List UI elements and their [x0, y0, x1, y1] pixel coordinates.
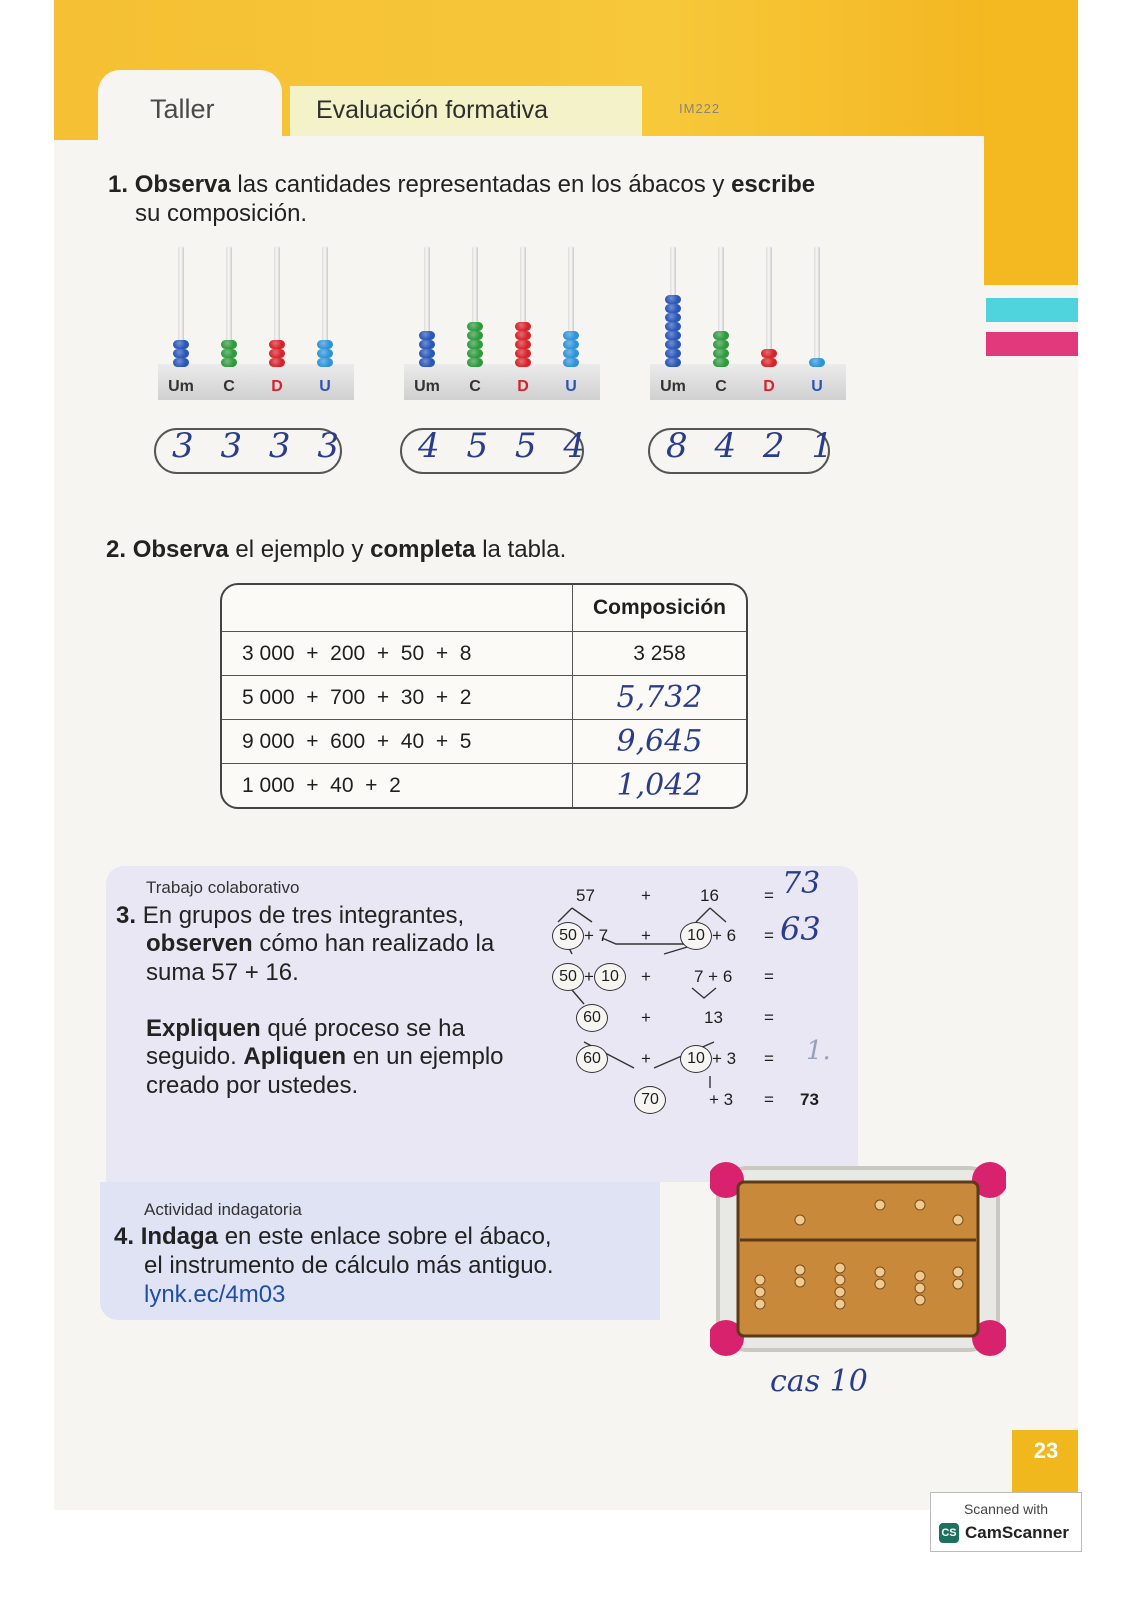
abacus-bead [419, 331, 435, 340]
q4-link[interactable]: lynk.ec/4m03 [144, 1281, 286, 1308]
d-plus-3a: + [584, 967, 594, 986]
q2-number: 2. [106, 536, 127, 563]
abacus-bead [419, 358, 435, 367]
abacus-label: D [763, 378, 775, 395]
page-number: 23 [1033, 1438, 1059, 1463]
side-band [984, 0, 1078, 285]
abacus-bead [467, 322, 483, 331]
q3-line4 [146, 1014, 465, 1043]
q2-bold-observa: Observa [132, 536, 229, 563]
handwritten-note: cas 10 [770, 1364, 868, 1399]
abacus-bead [173, 349, 189, 358]
abacus-bead [269, 349, 285, 358]
abacus-bead [515, 340, 531, 349]
watermark-line1: Scanned with [963, 1501, 1049, 1517]
d-eq-1: = [764, 886, 774, 905]
abacus-rod [766, 246, 772, 366]
d-eq-2: = [764, 926, 774, 945]
tab-taller [98, 70, 282, 150]
abacus-label: U [319, 378, 331, 395]
abacus-bead [809, 358, 825, 367]
abacus-bead [665, 313, 681, 322]
abacus-3 [650, 244, 850, 414]
hw-12: 1. [806, 1036, 831, 1066]
abacus-answer [400, 426, 593, 474]
d-plus-1: + [641, 886, 651, 905]
table-row [222, 676, 746, 720]
abacus-label: Um [414, 378, 440, 395]
abacus-bead [665, 322, 681, 331]
q1-text-line2: su composición. [135, 200, 308, 227]
abacus-label: U [565, 378, 577, 395]
d-eq-5: = [764, 1049, 774, 1068]
q2-bold-completa: completa [370, 536, 476, 563]
q2-text [106, 535, 566, 564]
q3-line5-b: en un ejemplo [346, 1043, 504, 1070]
d-circle-50b: 50 [552, 963, 584, 991]
q2-text-1: el ejemplo y [228, 536, 371, 563]
abacus-label: D [517, 378, 529, 395]
d-plus-5: + [641, 1049, 651, 1068]
d-circle-50: 50 [552, 922, 584, 950]
abacus-label: C [223, 378, 235, 395]
table-cell-sum: 3 000 + 200 + 50 + 8 [222, 632, 573, 676]
watermark-brand: CamScanner [965, 1523, 1069, 1542]
page-code: IM222 [679, 101, 721, 116]
abacus-bead [665, 331, 681, 340]
camscanner-watermark [930, 1492, 1082, 1552]
abacus-bead [563, 358, 579, 367]
q3-line5 [146, 1042, 504, 1071]
q3-line1-text: En grupos de tres integrantes, [142, 902, 465, 929]
d-eq-4: = [764, 1008, 774, 1027]
d-13: 13 [704, 1008, 723, 1027]
abacus-bead [563, 331, 579, 340]
q3-line2 [146, 929, 494, 958]
composition-value: 9,645 [616, 724, 703, 759]
abacus-bead [665, 295, 681, 304]
abacus-answer [154, 426, 347, 474]
tab-taller-label: Taller [150, 94, 215, 124]
table-row [222, 720, 746, 764]
table-cell-sum: 5 000 + 700 + 30 + 2 [222, 676, 573, 720]
abacus-bead [713, 340, 729, 349]
abacus-bead [713, 358, 729, 367]
q1-number: 1. [108, 171, 129, 198]
abacus-label: D [271, 378, 283, 395]
q4-line1 [114, 1222, 552, 1251]
q3-bold-observen: observen [146, 930, 253, 957]
pink-stripe [986, 332, 1078, 356]
abacus-bead [221, 358, 237, 367]
abacus-answer-text: 3 3 3 3 [172, 426, 347, 466]
q3-line3: suma 57 + 16. [146, 959, 299, 986]
abacus-answer [648, 426, 841, 474]
composition-value: 1,042 [616, 768, 703, 803]
d-plus3: + 3 [712, 1049, 737, 1068]
d-eq-6: = [764, 1090, 774, 1109]
d-plus-4: + [641, 1008, 651, 1027]
d-result: 73 [800, 1090, 819, 1109]
d-circle-10c: 10 [680, 1045, 712, 1073]
table-row [222, 632, 746, 676]
abacus-bead [563, 340, 579, 349]
cyan-stripe [986, 298, 1078, 322]
q3-line1 [116, 901, 536, 930]
abacus-bead [761, 358, 777, 367]
abacus-answer-text: 8 4 2 1 [666, 426, 841, 466]
abacus-bead [467, 358, 483, 367]
abacus-bead [419, 349, 435, 358]
abacus-bead [221, 349, 237, 358]
d-circle-10b: 10 [594, 963, 626, 991]
q4-line1-text: en este enlace sobre el ábaco, [218, 1223, 552, 1250]
hw-63: 63 [780, 910, 821, 948]
table-cell-composicion [573, 764, 746, 807]
q3-line5-a: seguido. [146, 1043, 244, 1070]
abacus-photo [710, 1160, 1006, 1358]
abacus-bead [761, 349, 777, 358]
abacus-label: Um [168, 378, 194, 395]
d-plus-2: + [641, 926, 651, 945]
hw-73: 73 [782, 866, 821, 901]
abacus-label: C [715, 378, 727, 395]
abacus-bead [515, 322, 531, 331]
tab-evaluacion-label: Evaluación formativa [316, 96, 549, 124]
abacus-bead [665, 304, 681, 313]
q3-line2-text: cómo han realizado la [252, 930, 495, 957]
tab-evaluacion [290, 86, 642, 136]
abacus-bead [713, 331, 729, 340]
d-plus-3: + [641, 967, 651, 986]
abacus-bead [269, 340, 285, 349]
q4-bold-indaga: Indaga [140, 1223, 219, 1250]
table-cell-sum: 9 000 + 600 + 40 + 5 [222, 720, 573, 764]
table-cell-composicion [573, 676, 746, 720]
abacus-bead [665, 358, 681, 367]
table-header-composicion: Composición [573, 585, 746, 632]
q4-line2: el instrumento de cálculo más antiguo. [144, 1252, 554, 1279]
q2-text-2: la tabla. [475, 536, 567, 563]
q3-bold-apliquen: Apliquen [243, 1043, 347, 1070]
abacus-bead [665, 340, 681, 349]
q1-bold-escribe: escribe [731, 171, 816, 198]
abacus-bead [419, 340, 435, 349]
q3-line6: creado por ustedes. [146, 1072, 359, 1099]
abacus-bead [467, 340, 483, 349]
abacus-label: C [469, 378, 481, 395]
d-circle-60b: 60 [576, 1045, 608, 1073]
abacus-rod [814, 246, 820, 366]
q3-number: 3. [116, 902, 137, 929]
composition-table [220, 583, 748, 809]
abacus-bead [173, 340, 189, 349]
abacus-bead [269, 358, 285, 367]
abacus-bead [221, 340, 237, 349]
abacus-bead [515, 349, 531, 358]
q3-line4-text: qué proceso se ha [260, 1015, 465, 1042]
abacus-bead [173, 358, 189, 367]
abacus-label: U [811, 378, 823, 395]
d-57: 57 [576, 886, 595, 905]
table-body [222, 632, 746, 807]
abacus-bead [563, 349, 579, 358]
abacus-bead [317, 349, 333, 358]
d-circle-60: 60 [576, 1004, 608, 1032]
q4-number: 4. [114, 1223, 135, 1250]
d-plus7: + 7 [584, 926, 609, 945]
abacus-bead [467, 331, 483, 340]
q1-text-1: las cantidades representadas en los ábacos y [230, 171, 732, 198]
d-16: 16 [700, 886, 719, 905]
camscanner-icon: CS [939, 1523, 959, 1543]
abacus-bead [317, 358, 333, 367]
table-header-empty [222, 585, 573, 632]
q3-kicker: Trabajo colaborativo [146, 878, 300, 897]
d-7plus6: 7 + 6 [694, 967, 733, 986]
abacus-2 [404, 244, 604, 414]
q4-kicker: Actividad indagatoria [144, 1200, 302, 1219]
d-circle-10: 10 [680, 922, 712, 950]
abacus-bead [467, 349, 483, 358]
abacus-bead [665, 349, 681, 358]
d-plus6: + 6 [712, 926, 737, 945]
table-cell-composicion [573, 720, 746, 764]
q1-text [108, 170, 815, 199]
composition-value: 3 258 [633, 641, 686, 665]
abacus-label: Um [660, 378, 686, 395]
d-eq-3: = [764, 967, 774, 986]
q1-bold-observa: Observa [134, 171, 231, 198]
q3-bold-expliquen: Expliquen [146, 1015, 261, 1042]
table-cell-composicion [573, 632, 746, 676]
abacus-bead [317, 340, 333, 349]
table-cell-sum: 1 000 + 40 + 2 [222, 764, 573, 807]
d-plus3b: + 3 [709, 1090, 734, 1109]
abacus-bead [713, 349, 729, 358]
composition-value: 5,732 [616, 680, 703, 715]
abacus-bead [515, 331, 531, 340]
d-circle-70: 70 [634, 1086, 666, 1114]
abacus-1 [158, 244, 358, 414]
abacus-bead [515, 358, 531, 367]
abacus-answer-text: 4 5 5 4 [418, 426, 593, 466]
table-row [222, 764, 746, 807]
